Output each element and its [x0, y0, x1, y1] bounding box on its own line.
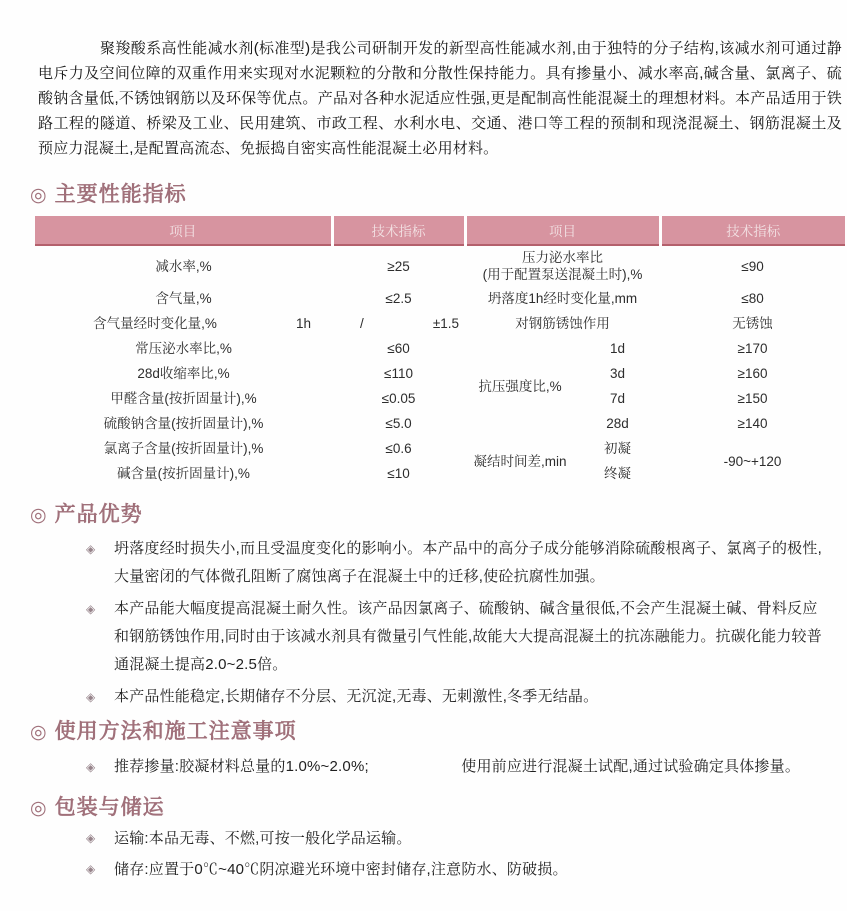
diamond-bullet-icon: ◈	[86, 831, 96, 845]
table-row	[35, 311, 845, 336]
section-title-packaging	[30, 795, 847, 821]
spec-item: 碱含量(按折固量计),%	[117, 466, 250, 481]
spec-value: ≥150	[737, 391, 768, 406]
advantages-list	[86, 535, 829, 711]
section-title-text: 主要性能指标	[54, 183, 187, 206]
bullet-text: 本产品性能稳定,长期储存不分层、无沉淀,无毒、无刺激性,冬季无结晶。	[114, 688, 599, 705]
section-title-usage	[30, 719, 847, 745]
table-row	[35, 411, 845, 436]
packaging-list	[86, 825, 829, 883]
spec-value: ≥25	[387, 258, 410, 274]
section-marker-icon: ◎	[30, 798, 48, 819]
usage-line	[114, 753, 829, 781]
diamond-bullet-icon: ◈	[86, 542, 96, 556]
spec-item-line2: (用于配置泵送混凝土时),%	[482, 267, 643, 282]
spec-item: 减水率,%	[155, 258, 212, 274]
section-title-text: 包装与储运	[54, 796, 165, 819]
spec-value-slash: /	[360, 316, 364, 331]
bullet-text: 本产品能大幅度提高混凝土耐久性。该产品因氯离子、硫酸钠、碱含量很低,不会产生混凝土碱、骨料反应和钢筋锈蚀作用,同时由于该减水剂具有微量引气性能,故能大大提高混凝土的抗冻融能力。抗碳化能力较普通混凝土提高2.0~2.5倍。	[114, 600, 822, 673]
spec-item: 28d收缩率比,%	[137, 366, 230, 381]
dosage-text: 推荐掺量:胶凝材料总量的1.0%~2.0%;	[114, 758, 369, 775]
spec-table	[35, 216, 845, 486]
spec-value: -90~+120	[723, 453, 782, 469]
spec-value: ≥140	[737, 416, 768, 431]
table-row	[35, 245, 845, 286]
spec-value: ≤110	[384, 366, 413, 381]
spec-value: ≤90	[741, 258, 764, 274]
spec-value: ≤0.6	[385, 441, 412, 456]
usage-list	[86, 753, 829, 781]
spec-value: ≤2.5	[385, 291, 412, 306]
spec-age: 28d	[606, 416, 629, 431]
spec-value-number: ±1.5	[432, 316, 459, 331]
col-header-value-left: 技术指标	[332, 216, 465, 245]
table-row	[35, 386, 845, 411]
list-item	[86, 683, 829, 711]
table-row	[35, 436, 845, 461]
spec-value: ≤60	[387, 341, 410, 356]
usage-note-text: 使用前应进行混凝土试配,通过试验确定具体掺量。	[461, 758, 801, 775]
section-marker-icon: ◎	[30, 722, 48, 743]
spec-item: 对钢筋锈蚀作用	[515, 316, 610, 331]
section-title-advantages	[30, 502, 847, 528]
spec-age: 7d	[609, 391, 626, 406]
diamond-bullet-icon: ◈	[86, 862, 96, 876]
bullet-text: 储存:应置于0℃~40℃阴凉避光环境中密封储存,注意防水、防破损。	[114, 861, 568, 878]
spec-item: 含气量经时变化量,%	[93, 316, 217, 331]
spec-item: 含气量,%	[155, 291, 212, 306]
spec-value: ≤0.05	[381, 391, 416, 406]
spec-value: ≥160	[737, 366, 768, 381]
table-row	[35, 286, 845, 311]
spec-item: 甲醛含量(按折固量计),%	[110, 391, 257, 406]
spec-item: 硫酸钠含量(按折固量计),%	[103, 416, 264, 431]
col-header-value-right: 技术指标	[660, 216, 845, 245]
diamond-bullet-icon: ◈	[86, 760, 96, 774]
diamond-bullet-icon: ◈	[86, 602, 96, 616]
list-item	[86, 753, 829, 781]
list-item	[86, 856, 829, 883]
spec-item	[465, 245, 660, 286]
section-marker-icon: ◎	[30, 185, 48, 206]
list-item	[86, 825, 829, 852]
spec-item: 常压泌水率比,%	[135, 341, 232, 356]
list-item	[86, 535, 829, 591]
spec-age: 终凝	[604, 466, 631, 481]
spec-subitem: 1h	[295, 316, 312, 331]
spec-value: ≤80	[741, 291, 764, 306]
product-datasheet-page	[0, 36, 847, 911]
table-row	[35, 336, 845, 361]
intro-paragraph: 聚羧酸系高性能减水剂(标准型)是我公司研制开发的新型高性能减水剂,由于独特的分子结构,该减水剂可通过静电斥力及空间位障的双重作用来实现对水泥颗粒的分散和分散性保持能力。具有掺量小、减水率高,碱含量、氯离子、硫酸钠含量低,不锈蚀钢筋以及环保等优点。产品对各种水泥适应性强,更是配制高性能混凝土的理想材料。本产品适用于铁路工程的隧道、桥梁及工业、民用建筑、市政工程、水利水电、交通、港口等工程的预制和现浇混凝土、钢筋混凝土及预应力混凝土,是配置高流态、免振捣自密实高性能混凝土必用材料。	[38, 40, 842, 157]
spec-age: 1d	[609, 341, 626, 356]
section-title-text: 产品优势	[54, 503, 143, 526]
col-header-item-right: 项目	[465, 216, 660, 245]
list-item	[86, 595, 829, 679]
spec-group-label: 凝结时间差,min	[473, 453, 567, 469]
spec-table-header-row	[35, 216, 845, 245]
spec-value: ≥170	[737, 341, 768, 356]
diamond-bullet-icon: ◈	[86, 690, 96, 704]
spec-group-label: 抗压强度比,%	[478, 378, 562, 394]
spec-item: 坍落度1h经时变化量,mm	[487, 291, 638, 306]
spec-value: ≤10	[387, 466, 410, 481]
spec-item-line1: 压力泌水率比	[522, 250, 603, 265]
section-marker-icon: ◎	[30, 505, 48, 526]
section-title-performance	[30, 182, 847, 208]
bullet-text: 坍落度经时损失小,而且受温度变化的影响小。本产品中的高分子成分能够消除硫酸根离子、氯离子的极性,大量密闭的气体微孔阻断了腐蚀离子在混凝土中的迁移,使砼抗腐性加强。	[114, 540, 822, 585]
spec-value	[332, 311, 465, 336]
spec-value: 无锈蚀	[732, 316, 773, 331]
spec-value: ≤5.0	[385, 416, 412, 431]
table-row	[35, 361, 845, 386]
col-header-item-left: 项目	[35, 216, 332, 245]
spec-age: 3d	[609, 366, 626, 381]
spec-item: 氯离子含量(按折固量计),%	[103, 441, 264, 456]
section-title-text: 使用方法和施工注意事项	[54, 720, 297, 743]
spec-age: 初凝	[604, 441, 631, 456]
bullet-text: 运输:本品无毒、不燃,可按一般化学品运输。	[114, 830, 412, 847]
